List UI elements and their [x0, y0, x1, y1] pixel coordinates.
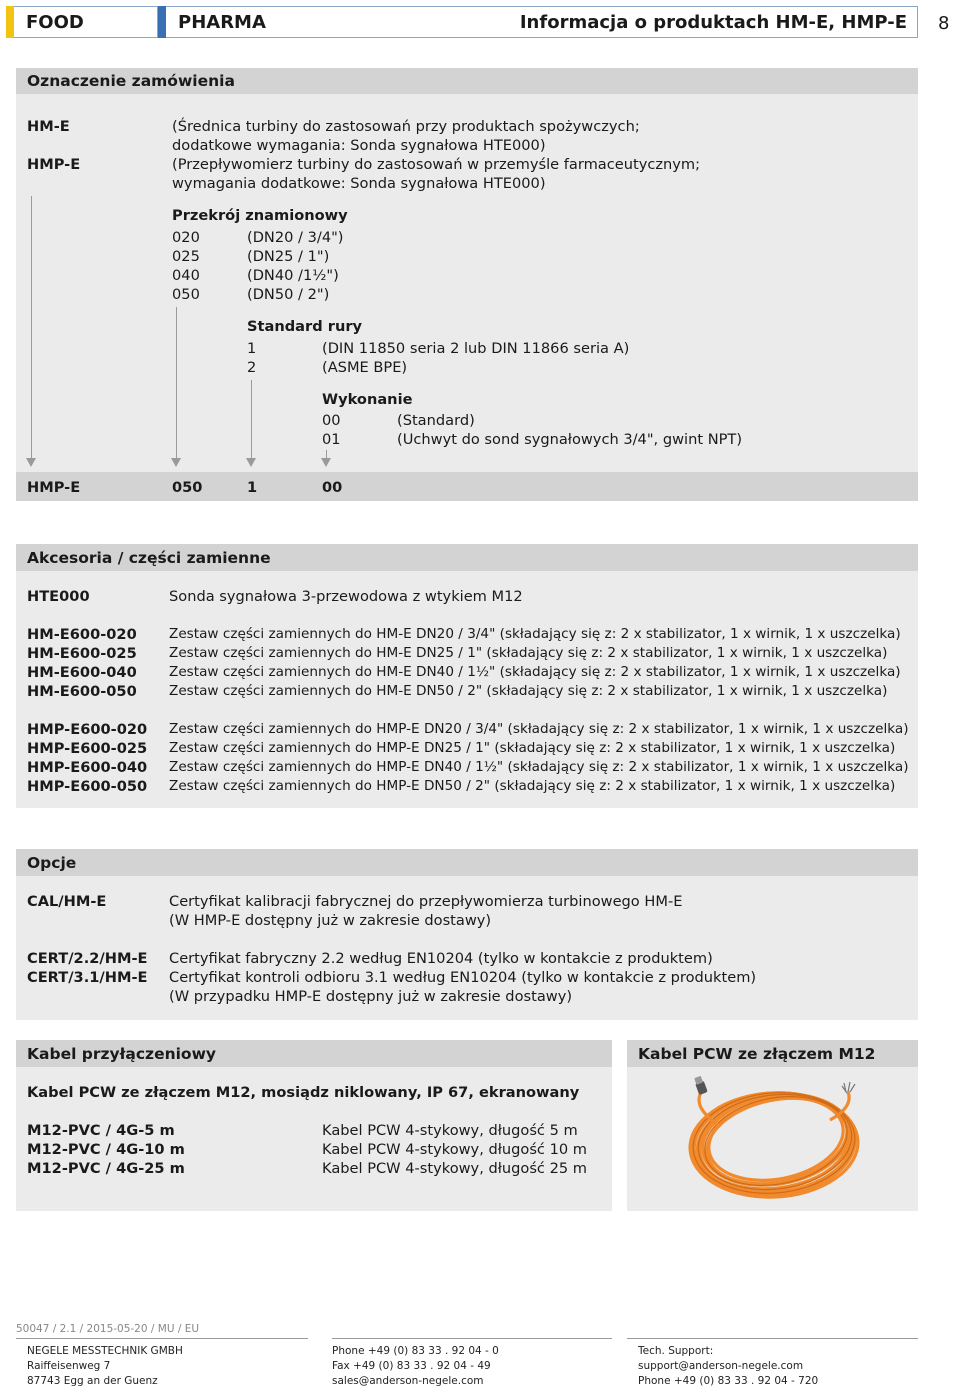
pipe-code-1: 1 — [247, 340, 257, 357]
company-name: NEGELE MESSTECHNIK GMBH — [27, 1345, 183, 1357]
cert-desc-3: (W przypadku HMP-E dostępny już w zakresie dostawy) — [169, 988, 573, 1005]
footer-divider-2 — [332, 1338, 612, 1339]
pipe-standard-title: Standard rury — [247, 318, 363, 335]
hmp-desc-1: Zestaw części zamiennych do HMP-E DN20 / 3/4" (składający się z: 2 x stabilizator, 1 x wirnik, 1 x uszczelka) — [169, 721, 909, 737]
cross-section-title: Przekrój znamionowy — [172, 207, 348, 224]
example-size: 050 — [172, 479, 203, 496]
hm-code-2: HM-E600-025 — [27, 645, 137, 662]
hm-e-label: HM-E — [27, 118, 70, 135]
hm-desc-1: Zestaw części zamiennych do HM-E DN20 / 3/4" (składający się z: 2 x stabilizator, 1 x wirnik, 1 x uszczelka) — [169, 626, 901, 642]
pipe-value-2: (ASME BPE) — [322, 359, 408, 376]
order-example-row — [16, 472, 918, 501]
version-value-00: (Standard) — [397, 412, 475, 429]
cs-value-050: (DN50 / 2") — [247, 286, 330, 303]
cable-desc-5m: Kabel PCW 4-stykowy, długość 5 m — [322, 1122, 578, 1139]
hm-code-3: HM-E600-040 — [27, 664, 137, 681]
cable-desc-25m: Kabel PCW 4-stykowy, długość 25 m — [322, 1160, 588, 1177]
cert-code-31: CERT/3.1/HM-E — [27, 969, 148, 986]
support-email[interactable]: support@anderson-negele.com — [638, 1360, 804, 1372]
arrow-down-icon — [26, 458, 36, 467]
order-desc-4: wymagania dodatkowe: Sonda sygnałowa HTE000) — [172, 175, 546, 192]
hmp-desc-3: Zestaw części zamiennych do HMP-E DN40 / 1½" (składający się z: 2 x stabilizator, 1 x wirnik, 1 x uszczelka) — [169, 759, 909, 775]
cs-code-050: 050 — [172, 286, 200, 303]
pharma-label: PHARMA — [178, 11, 266, 33]
hm-desc-2: Zestaw części zamiennych do HM-E DN25 / 1" (składający się z: 2 x stabilizator, 1 x wirnik, 1 x uszczelka) — [169, 645, 888, 661]
cs-value-020: (DN20 / 3/4") — [247, 229, 344, 246]
food-tab — [6, 6, 158, 38]
cert-desc-1: Certyfikat fabryczny 2.2 według EN10204 (tylko w kontakcie z produktem) — [169, 950, 713, 967]
cable-desc-10m: Kabel PCW 4-stykowy, długość 10 m — [322, 1141, 588, 1158]
probe-desc: Sonda sygnałowa 3-przewodowa z wtykiem M12 — [169, 588, 523, 605]
accessories-title: Akcesoria / części zamienne — [16, 544, 918, 571]
cs-code-040: 040 — [172, 267, 200, 284]
footer-divider-1 — [16, 1338, 308, 1339]
example-version: 00 — [322, 479, 343, 496]
hmp-desc-2: Zestaw części zamiennych do HMP-E DN25 / 1" (składający się z: 2 x stabilizator, 1 x wirnik, 1 x uszczelka) — [169, 740, 896, 756]
hm-desc-3: Zestaw części zamiennych do HM-E DN40 / 1½" (składający się z: 2 x stabilizator, 1 x wirnik, 1 x uszczelka) — [169, 664, 901, 680]
hmp-code-4: HMP-E600-050 — [27, 778, 148, 795]
version-code-01: 01 — [322, 431, 341, 448]
support-label: Tech. Support: — [638, 1345, 714, 1357]
order-desc-2: dodatkowe wymagania: Sonda sygnałowa HTE000) — [172, 137, 546, 154]
example-type: HMP-E — [27, 479, 81, 496]
pipe-code-2: 2 — [247, 359, 257, 376]
cal-desc-1: Certyfikat kalibracji fabrycznej do przepływomierza turbinowego HM-E — [169, 893, 683, 910]
arrow-down-icon — [171, 458, 181, 467]
doc-id: 50047 / 2.1 / 2015-05-20 / MU / EU — [16, 1323, 200, 1335]
hm-code-1: HM-E600-020 — [27, 626, 137, 643]
cable-code-10m: M12-PVC / 4G-10 m — [27, 1141, 185, 1158]
arrow-line-pipe — [251, 380, 252, 458]
cable-code-5m: M12-PVC / 4G-5 m — [27, 1122, 175, 1139]
cs-value-025: (DN25 / 1") — [247, 248, 330, 265]
orange-cable-image — [680, 1072, 870, 1207]
contact-email[interactable]: sales@anderson-negele.com — [332, 1375, 484, 1387]
food-label: FOOD — [26, 11, 84, 33]
cable-subtitle: Kabel PCW ze złączem M12, mosiądz niklowany, IP 67, ekranowany — [27, 1084, 580, 1101]
arrow-down-icon — [321, 458, 331, 467]
example-pipe: 1 — [247, 479, 258, 496]
order-code-title: Oznaczenie zamówienia — [16, 68, 918, 94]
company-street: Raiffeisenweg 7 — [27, 1360, 111, 1372]
arrow-line-version — [326, 450, 327, 458]
footer-divider-3 — [627, 1338, 918, 1339]
page-title: Informacja o produktach HM-E, HMP-E — [519, 11, 907, 33]
cs-value-040: (DN40 /1½") — [247, 267, 339, 284]
company-city: 87743 Egg an der Guenz — [27, 1375, 158, 1387]
cs-code-025: 025 — [172, 248, 200, 265]
order-desc-1: (Średnica turbiny do zastosowań przy produktach spożywczych; — [172, 118, 640, 135]
hmp-desc-4: Zestaw części zamiennych do HMP-E DN50 / 2" (składający się z: 2 x stabilizator, 1 x wirnik, 1 x uszczelka) — [169, 778, 896, 794]
cert-desc-2: Certyfikat kontroli odbioru 3.1 według EN10204 (tylko w kontakcie z produktem) — [169, 969, 757, 986]
options-title: Opcje — [16, 849, 918, 876]
support-phone: Phone +49 (0) 83 33 . 92 04 - 720 — [638, 1375, 819, 1387]
arrow-line-size — [176, 307, 177, 458]
cert-code-22: CERT/2.2/HM-E — [27, 950, 148, 967]
cable-image-title: Kabel PCW ze złączem M12 — [627, 1040, 918, 1067]
hmp-e-label: HMP-E — [27, 156, 81, 173]
hm-code-4: HM-E600-050 — [27, 683, 137, 700]
cal-desc-2: (W HMP-E dostępny już w zakresie dostawy) — [169, 912, 492, 929]
order-desc-3: (Przepływomierz turbiny do zastosowań w przemyśle farmaceutycznym; — [172, 156, 701, 173]
contact-fax: Fax +49 (0) 83 33 . 92 04 - 49 — [332, 1360, 491, 1372]
arrow-down-icon — [246, 458, 256, 467]
version-value-01: (Uchwyt do sond sygnałowych 3/4", gwint NPT) — [397, 431, 743, 448]
cal-code: CAL/HM-E — [27, 893, 107, 910]
contact-phone: Phone +49 (0) 83 33 . 92 04 - 0 — [332, 1345, 499, 1357]
pharma-tab — [158, 6, 918, 38]
hm-desc-4: Zestaw części zamiennych do HM-E DN50 / 2" (składający się z: 2 x stabilizator, 1 x wirnik, 1 x uszczelka) — [169, 683, 888, 699]
page-number: 8 — [938, 13, 950, 34]
hmp-code-3: HMP-E600-040 — [27, 759, 148, 776]
cable-title: Kabel przyłączeniowy — [16, 1040, 612, 1067]
version-title: Wykonanie — [322, 391, 413, 408]
hmp-code-1: HMP-E600-020 — [27, 721, 148, 738]
arrow-line-type — [31, 196, 32, 458]
version-code-00: 00 — [322, 412, 341, 429]
pipe-value-1: (DIN 11850 seria 2 lub DIN 11866 seria A) — [322, 340, 630, 357]
hmp-code-2: HMP-E600-025 — [27, 740, 148, 757]
probe-code: HTE000 — [27, 588, 90, 605]
cs-code-020: 020 — [172, 229, 200, 246]
cable-code-25m: M12-PVC / 4G-25 m — [27, 1160, 185, 1177]
